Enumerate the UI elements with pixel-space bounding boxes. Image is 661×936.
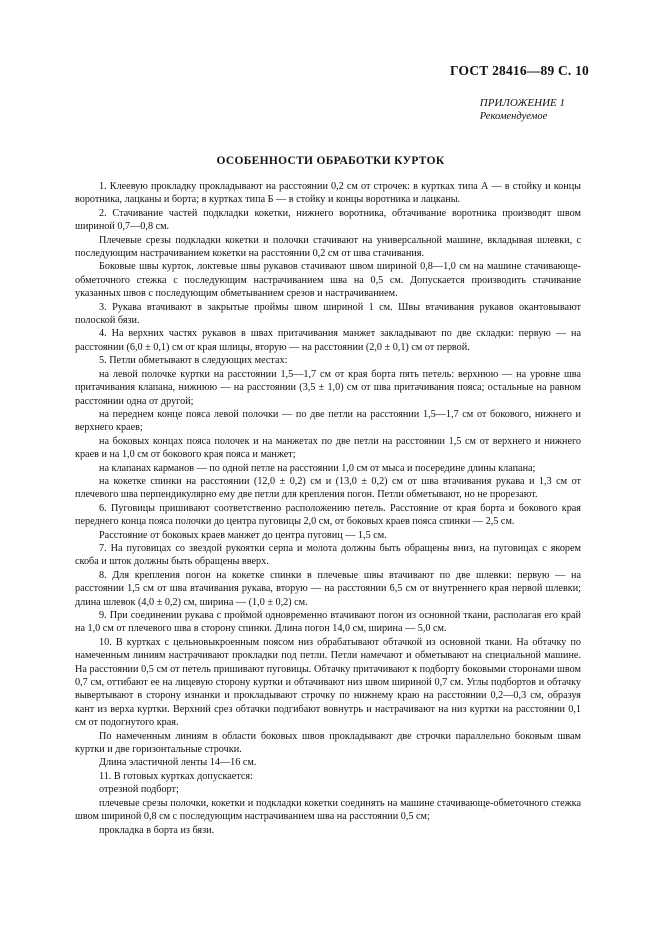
appendix-block [480,96,565,124]
document-body [75,180,581,837]
paragraph: на левой полочке куртки на расстоянии 1,5—1,7 см от края борта пять петель: верхнюю — на уровне шва притачивания клапана, нижнюю — на расстоянии (3,5 ± 1,0) см от шва притачивания пояса; остальные на равном расстоянии одна от другой; [75,368,581,407]
paragraph: Боковые швы курток, локтевые швы рукавов стачивают швом шириной 0,8—1,0 см на машине стачивающе-обметочного стежка с последующим настрачиванием шва на 0,5 см. Допускается производить стачивание указанных швов с последующим обметыванием срезов и настрачиванием. [75,261,581,300]
paragraph: на клапанах карманов — по одной петле на расстоянии 1,0 см от мыса и посередине длины клапана; [99,462,536,474]
paragraph: 11. В готовых куртках допускается: [99,770,253,782]
paragraph: 3. Рукава втачивают в закрытые проймы швом шириной 1 см. Швы втачивания рукавов окантовывают полоской бязи. [75,301,581,327]
paragraph: на боковых концах пояса полочек и на манжетах по две петли на расстоянии 1,5 см от верхнего и нижнего краев и на 1,0 см от бокового края пояса и манжет; [75,435,581,461]
paragraph: 9. При соединении рукава с проймой одновременно втачивают погон из основной ткани, располагая его край на 1,0 см от плечевого шва в сторону спинки. Длина погон 14,0 см, ширина — 5,0 см. [75,610,581,635]
paragraph: По намеченным линиям в области боковых швов прокладывают две строчки параллельно боковым швам куртки и две горизонтальные строчки. [75,730,581,756]
paragraph: 5. Петли обметывают в следующих местах: [99,355,288,367]
paragraph: 7. На пуговицах со звездой рукоятки серпа и молота должны быть обращены вниз, на пуговицах с якорем скоба и шток должны быть обращены вверх. [75,542,581,568]
paragraph: 2. Стачивание частей подкладки кокетки, нижнего воротника, обтачивание воротника производят швом шириной 0,7—0,8 см. [75,207,581,233]
paragraph: Плечевые срезы подкладки кокетки и полочки стачивают на универсальной машине, вкладывая шлевки, с последующим настрачиванием кокетки на расстоянии 0,2 см от шва стачивания. [75,234,581,260]
paragraph: 6. Пуговицы пришивают соответственно расположению петель. Расстояние от края борта и бокового края переднего конца пояса полочки до центра пуговицы 2,0 см, от боковых краев пояса спинки — 2,5 см. [75,502,581,528]
paragraph: отрезной подборт; [99,784,179,796]
paragraph: Расстояние от боковых краев манжет до центра пуговиц — 1,5 см. [99,529,387,541]
paragraph: 10. В куртках с цельновыкроенным поясом низ обрабатывают обтачкой из основной ткани. На обтачку по намеченным линиям настрачивают прокладки под петли. Петли намечают и обметывают на специальной машине. На расстоянии 0,5 см от петель пришивают пуговицы. Обтачку притачивают к подборту боковыми сторонами швом 0,7 см, оттибают ее на лицевую сторону куртки и обтачивают низ швом шириной 0,7 см. Углы подбортов и обтачку вывертывают в сторону изнанки и прокладывают строчку по нижнему краю на расстоянии 0,2—0,3 см, образуя кант из верха куртки. Верхний срез обтачки подгибают вовнутрь и настрачивают на низ куртки на расстоянии 0,1 см от подогнутого края. [75,636,581,729]
gost-page-reference: ГОСТ 28416—89 С. 10 [450,63,589,78]
paragraph: плечевые срезы полочки, кокетки и подкладки кокетки соединять на машине стачивающе-обметочного стежка швом шириной 0,8 см с последующим настрачиванием шва на расстоянии 0,5 см; [75,797,581,823]
appendix-label: ПРИЛОЖЕНИЕ 1 [479,97,565,109]
paragraph: 1. Клеевую прокладку прокладывают на расстоянии 0,2 см от строчек: в куртках типа А — в стойку и концы воротника, лацканы и борта; в куртках типа Б — в стойку и концы воротника и лацканы. [75,181,581,206]
paragraph: на переднем конце пояса левой полочки — по две петли на расстоянии 1,5—1,7 см от бокового, нижнего и верхнего краев; [75,408,581,434]
paragraph: 4. На верхних частях рукавов в швах притачивания манжет закладывают по две складки: первую — на расстоянии (6,0 ± 0,1) см от края шлицы, вторую — на расстоянии (2,0 ± 0,1) см от первой. [75,328,581,353]
paragraph: на кокетке спинки на расстоянии (12,0 ± 0,2) см и (13,0 ± 0,2) см от шва втачивания рукава и 1,3 см от плечевого шва перпендикулярно ему две петли для крепления погон. Петли обметывают, но не прорезают. [75,475,581,501]
section-title: ОСОБЕННОСТИ ОБРАБОТКИ КУРТОК [216,155,445,167]
paragraph: Длина эластичной ленты 14—16 см. [99,757,257,769]
paragraph: 8. Для крепления погон на кокетке спинки в плечевые швы втачивают по две шлевки: первую — на расстоянии 1,5 см от шва втачивания рукава, вторую — на расстоянии 6,5 см от внутреннего края первой шлевки; длина шлевок (4,0 ± 0,2) см, ширина — (1,0 ± 0,2) см. [75,569,581,608]
appendix-status: Рекомендуемое [479,111,548,122]
paragraph: прокладка в борта из бязи. [99,824,215,836]
